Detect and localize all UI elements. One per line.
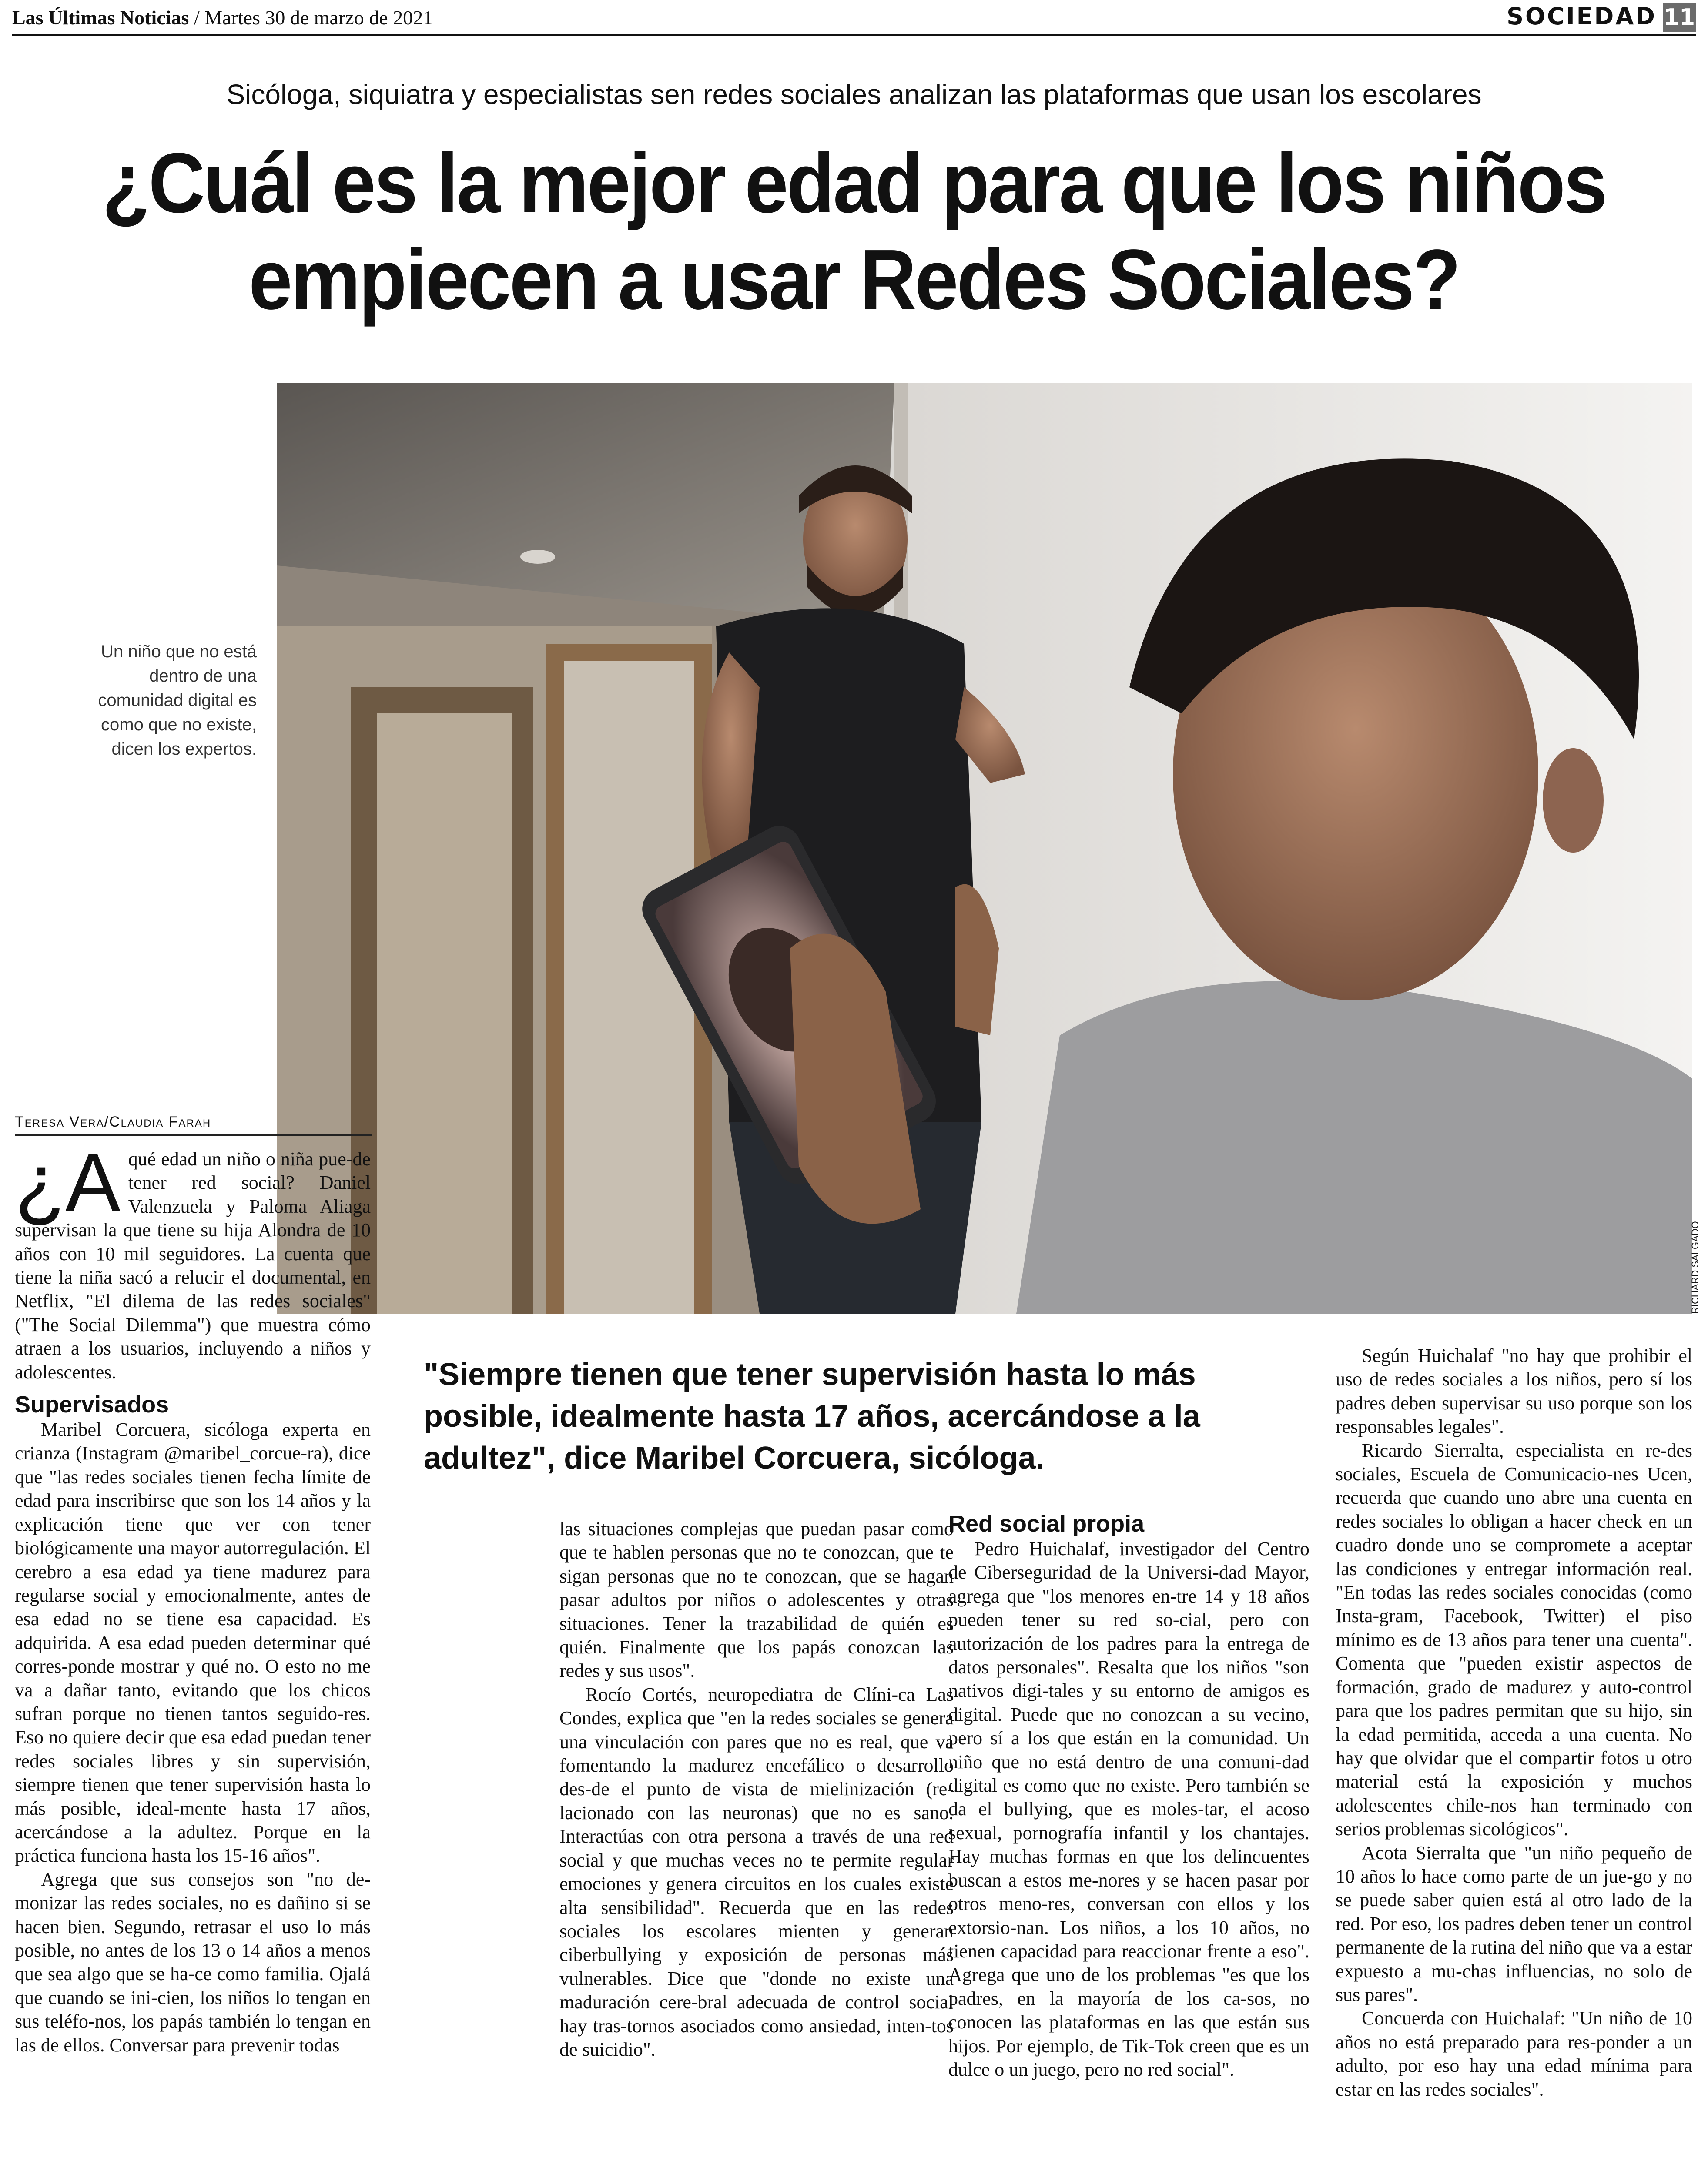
article-column-3 [948, 1510, 1309, 2081]
paper-name: Las Últimas Noticias [12, 7, 189, 29]
article-column-1 [15, 1137, 371, 2057]
subheading-supervisados: Supervisados [15, 1392, 169, 1418]
article-column-2 [559, 1517, 954, 2061]
masthead-separator: / [194, 7, 200, 29]
byline: Teresa Vera/Claudia Farah [15, 1114, 211, 1130]
headline-line-1: ¿Cuál es la mejor edad para que los niños [102, 135, 1606, 231]
body-paragraph: Según Huichalaf "no hay que prohibir el uso de redes sociales a los niños, pero sí los padres deben supervisar su uso porque son los responsables legales". [1336, 1345, 1692, 1438]
body-paragraph: Agrega que sus consejos son "no de-monizar las redes sociales, no es dañino si se hacen bien. Segundo, retrasar el uso lo más posible, no antes de los 13 o 14 años a menos que sea algo que se ha-ce como familia. Ojalá que cuando se ini-cien, los niños lo tengan en sus teléfo-nos, los papás también lo tengan en las de ellos. Conversar para prevenir todas [15, 1868, 371, 2056]
headline-line-2: empiecen a usar Redes Sociales? [248, 232, 1460, 327]
page-number: 11 [1663, 3, 1696, 32]
body-paragraph: las situaciones complejas que puedan pasar como que te hablen personas que no te conozcan, que te sigan personas que no te conozcan, que se hagan pasar adultos por niños o adolescentes y otras situaciones. Tener la trazabilidad de quién es quién. Finalmente que los papás conozcan las redes y sus usos". [559, 1518, 954, 1682]
photo-credit: RICHARD SALGADO [1690, 1221, 1701, 1314]
body-paragraph: Acota Sierralta que "un niño pequeño de 10 años lo hace como parte de un jue-go y no se puede saber quien está al otro lado de la red. Por eso, los padres deben tener un control permanente de la rutina del niño que va a estar expuesto a mu-chas influencias, no solo de sus pares". [1336, 1842, 1692, 2005]
article-kicker: Sicóloga, siquiatra y especialistas sen redes sociales analizan las plataformas que usan los escolares [226, 79, 1482, 110]
lead-paragraph [15, 1137, 371, 1384]
article-column-4 [1336, 1344, 1692, 2101]
article-headline [92, 135, 1616, 328]
drop-cap: ¿A [15, 1137, 121, 1229]
body-paragraph: Concuerda con Huichalaf: "Un niño de 10 años no está preparado para res-ponder a un adulto, por eso hay una edad mínima para estar en las redes sociales". [1336, 2007, 1692, 2100]
issue-date: Martes 30 de marzo de 2021 [204, 7, 433, 29]
pull-quote: "Siempre tienen que tener supervisión hasta lo más posible, idealmente hasta 17 años, acercándose a la adultez", dice Maribel Corcuera, sicóloga. [424, 1357, 1200, 1475]
body-paragraph: Pedro Huichalaf, investigador del Centro de Ciberseguridad de la Universi-dad Mayor, agrega que "los menores en-tre 14 y 18 años pueden tener su red so-cial, pero con autorización de los padres para la entrega de datos personales". Resalta que los niños "son nativos digi-tales y su entorno de amigos es digital. Puede que no conozcan a su vecino, pero sí a los que están en la comunidad. Un niño que no está dentro de una comuni-dad digital es como que no existe. Pero también se da el bullying, que es moles-tar, el acoso sexual, pornografía infantil y los chantajes. Hay muchas formas en que los delincuentes buscan a estos me-nores y se hacen pasar por otros meno-res, conversan con ellos y los extorsio-nan. Los niños, a los 10 años, no tienen capacidad para reaccionar frente a eso". Agrega que uno de los problemas "es que los padres, en la mayoría de los ca-sos, no conocen las plataformas en las que están sus hijos. Por ejemplo, de Tik-Tok creen que es un dulce o un juego, pero no red social". [948, 1538, 1309, 2080]
section-name: SOCIEDAD [1507, 3, 1657, 30]
photo-caption: Un niño que no está dentro de una comunidad digital es como que no existe, dicen los expertos. [98, 642, 257, 759]
subheading-red-social-propia: Red social propia [948, 1511, 1145, 1537]
body-paragraph: Rocío Cortés, neuropediatra de Clíni-ca Las Condes, explica que "en la redes sociales se genera una vinculación con pares que no es real, que va fomentando la madurez encefálico o desarrollo des-de el punto de vista de mielinización (re-lacionado con las neuronas) que no es sano. Interactúas con otra persona a través de una red social y que muchas veces no te permite regular emociones y genera circuitos en los cuales existe alta sensibilidad". Recuerda que en las redes sociales los escolares mienten y generan ciberbullying y exposición de personas más vulnerables. Dice que "donde no existe una maduración cere-bral adecuada de control social hay tras-tornos asociados como ansiedad, inten-tos de suicidio". [559, 1683, 954, 2060]
masthead-rule [12, 34, 1696, 36]
byline-rule [15, 1134, 372, 1136]
lead-text: qué edad un niño o niña pue-de tener red social? Daniel Valenzuela y Paloma Aliaga supervisan la que tiene su hija Alondra de 10 años con 10 mil seguidores. La cuenta que tiene la niña sacó a relucir el documental, en Netflix, "El dilema de las redes sociales" ("The Social Dilemma") que muestra cómo atraen a los usuarios, incluyendo a niños y adolescentes. [15, 1148, 371, 1383]
body-paragraph: Ricardo Sierralta, especialista en re-des sociales, Escuela de Comunicacio-nes Ucen, recuerda que cuando uno abre una cuenta en redes sociales lo obligan a hacer check en un cuadro donde uno se compromete a aceptar las condiciones y entregar información real. "En todas las redes sociales conocidas (como Insta-gram, Facebook, Twitter) el piso mínimo es de 13 años para tener una cuenta". Comenta que "pueden existir aspectos de formación, grado de madurez y auto-control para que los padres permitan que su hijo, sin la edad permitida, acceda a una cuenta. No hay que olvidar que el compartir fotos u otro material está la exposición y muchos adolescentes chile-nos han terminado con serios problemas sicológicos". [1336, 1439, 1692, 1840]
article-photo [277, 383, 1692, 1314]
masthead-left [12, 6, 433, 29]
body-paragraph: Maribel Corcuera, sicóloga experta en crianza (Instagram @maribel_corcue-ra), dice que "las redes sociales tienen fecha límite de edad para inscribirse que son los 14 años y la explicación tiene que ver con tener biológicamente una mayor autorregulación. El cerebro a esa edad ya tiene madurez para regularse social y emocionalmente, antes de esa edad no se tiene esa capacidad. Es adquirida. A esa edad pueden determinar qué corres-ponde mostrar y qué no. O esto no me va a dañar tanto, evitando que los chicos sufran porque no tienen tantos seguido-res. Eso no quiere decir que esa edad puedan tener redes sociales libres y sin supervisión, siempre tienen que tener supervisión hasta lo más posible, ideal-mente hasta 17 años, acercándose a la adultez. Porque en la práctica funciona hasta los 15-16 años". [15, 1419, 371, 1867]
photo-illustration [277, 383, 1692, 1314]
